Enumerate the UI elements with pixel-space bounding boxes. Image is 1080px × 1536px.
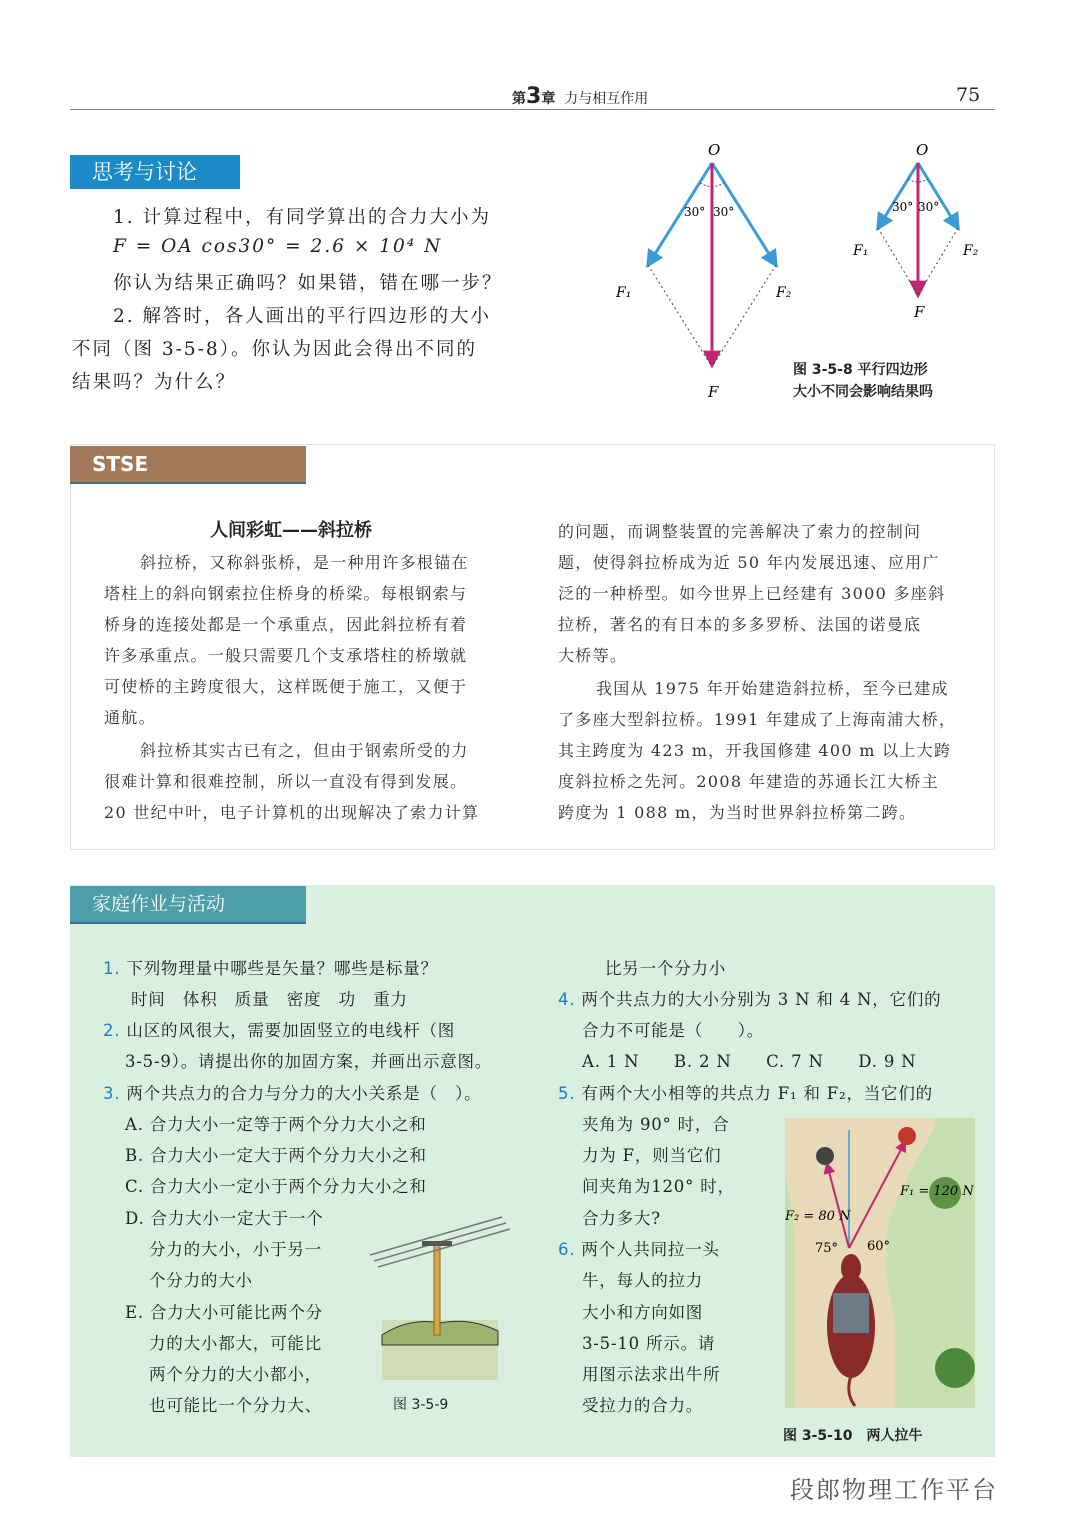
- question-5-line: 合力多大?: [582, 1209, 661, 1228]
- think-line: 2. 解答时，各人画出的平行四边形的大小: [113, 306, 492, 327]
- person-right: [898, 1127, 916, 1145]
- label-f: F: [708, 383, 719, 401]
- think-formula: F = OA cos30° = 2.6 × 10⁴ N: [113, 236, 443, 257]
- option-d-line: 个分力的大小: [149, 1271, 253, 1290]
- fig3510-caption: 图 3-5-10 两人拉牛: [783, 1428, 923, 1444]
- chapter-title: 力与相互作用: [564, 91, 649, 107]
- question-5-line: 夹角为 90° 时，合: [582, 1115, 730, 1134]
- stse-right-line: 我国从 1975 年开始建造斜拉桥，至今已建成: [596, 679, 949, 698]
- stse-right-line: 的问题，而调整装置的完善解决了索力的控制问: [558, 522, 922, 541]
- option-d: D. 合力大小一定大于一个: [125, 1209, 324, 1228]
- label-f2: F₂: [963, 243, 979, 259]
- label-f1: F₁ = 120 N: [900, 1184, 974, 1199]
- option-d-line: 分力的大小，小于另一: [149, 1240, 322, 1259]
- stse-right-line: 大桥等。: [558, 646, 628, 665]
- think-line: 你认为结果正确吗？如果错，错在哪一步？: [113, 273, 503, 294]
- stse-left-line: 通航。: [104, 708, 156, 727]
- force-f2-arrow: [918, 163, 958, 228]
- question-2-line: 3-5-9）。请提出你的加固方案，并画出示意图。: [125, 1052, 493, 1071]
- force-f1-arrow: [878, 163, 918, 228]
- question-2: 2. 山区的风很大，需要加固竖立的电线杆（图: [103, 1021, 456, 1040]
- ox-saddle: [833, 1293, 869, 1333]
- two-people-pulling-ox-figure: [785, 1118, 975, 1408]
- angle-right-label: 60°: [867, 1239, 891, 1254]
- fig358-caption-line2: 大小不同会影响结果吗: [793, 384, 933, 400]
- ox-head: [841, 1254, 861, 1282]
- question-6: 6. 两个人共同拉一头: [558, 1240, 720, 1259]
- stse-right-line: 拉桥，著名的有日本的多多罗桥、法国的诺曼底: [558, 615, 922, 634]
- option-e-line: 两个分力的大小都小，: [149, 1365, 322, 1384]
- angle-left-label: 30°: [892, 200, 914, 214]
- fig359-caption: 图 3-5-9: [393, 1397, 449, 1413]
- question-5: 5. 有两个大小相等的共点力 F₁ 和 F₂，当它们的: [558, 1084, 933, 1103]
- wire: [378, 1229, 510, 1267]
- label-f: F: [914, 303, 925, 321]
- bush: [935, 1348, 975, 1388]
- stse-left-line: 塔柱上的斜向钢索拉住桥身的桥梁。每根钢索与: [104, 584, 468, 603]
- stse-left-line: 20 世纪中叶，电子计算机的出现解决了索力计算: [104, 803, 480, 822]
- question-4-line: 合力不可能是（ ）。: [582, 1021, 765, 1040]
- question-6-line: 大小和方向如图: [582, 1303, 704, 1322]
- stse-right-line: 度斜拉桥之先河。2008 年建造的苏通长江大桥主: [558, 772, 940, 791]
- stse-left-line: 很难计算和很难控制，所以一直没有得到发展。: [104, 772, 468, 791]
- angle-left-label: 30°: [684, 205, 706, 219]
- option-e-line: 也可能比一个分力大、: [149, 1396, 322, 1415]
- stse-article-title: 人间彩虹——斜拉桥: [210, 520, 372, 541]
- dotted-side: [878, 228, 918, 295]
- question-6-line: 用图示法求出牛所: [582, 1365, 721, 1384]
- question-6-line: 受拉力的合力。: [582, 1396, 704, 1415]
- angle-left-label: 75°: [815, 1241, 839, 1256]
- header-rule: [70, 109, 995, 110]
- angle-right-label: 30°: [918, 200, 940, 214]
- think-line: 结果吗？为什么？: [72, 372, 237, 393]
- label-f2: F₂: [776, 285, 792, 301]
- question-4-options: A. 1 N B. 2 N C. 7 N D. 9 N: [582, 1052, 917, 1071]
- question-5-line: 间夹角为120° 时，: [582, 1177, 735, 1196]
- stse-right-line: 跨度为 1 088 m，为当时世界斜拉桥第二跨。: [558, 803, 917, 822]
- watermark: 段郎物理工作平台: [790, 1476, 998, 1504]
- option-e-line: 比另一个分力小: [605, 959, 727, 978]
- question-1-items: 时间 体积 质量 密度 功 重力: [131, 990, 408, 1009]
- fig358-caption-line1: 图 3-5-8 平行四边形: [793, 362, 928, 378]
- stse-right-line: 其主跨度为 423 m，开我国修建 400 m 以上大跨: [558, 741, 952, 760]
- option-a: A. 合力大小一定等于两个分力大小之和: [125, 1115, 427, 1134]
- question-4: 4. 两个共点力的大小分别为 3 N 和 4 N，它们的: [558, 990, 942, 1009]
- label-f2: F₂ = 80 N: [785, 1209, 851, 1224]
- option-e-line: 力的大小都大，可能比: [149, 1334, 322, 1353]
- page-number: 75: [956, 84, 981, 106]
- dotted-side: [918, 228, 958, 295]
- large-parallelogram: [615, 141, 792, 401]
- question-6-line: 牛，每人的拉力: [582, 1271, 704, 1290]
- stse-right-line: 题，使得斜拉桥成为近 50 年内发展迅速、应用广: [558, 553, 940, 572]
- option-b: B. 合力大小一定大于两个分力大小之和: [125, 1146, 427, 1165]
- stse-left-line: 斜拉桥其实古已有之，但由于钢索所受的力: [140, 741, 469, 760]
- option-c: C. 合力大小一定小于两个分力大小之和: [125, 1177, 427, 1196]
- label-f1: F₁: [616, 285, 632, 301]
- homework-tag: 家庭作业与活动: [70, 886, 306, 922]
- stse-left-line: 许多承重点。一般只需要几个支承塔柱的桥墩就: [104, 646, 468, 665]
- angle-right-label: 30°: [713, 205, 735, 219]
- stse-right-line: 泛的一种桥型。如今世界上已经建有 3000 多座斜: [558, 584, 946, 603]
- pole: [434, 1243, 440, 1335]
- person-left: [816, 1147, 834, 1165]
- think-discuss-tag: 思考与讨论: [70, 155, 240, 189]
- stse-left-line: 桥身的连接处都是一个承重点，因此斜拉桥有着: [104, 615, 468, 634]
- dotted-side: [712, 265, 776, 367]
- label-f1: F₁: [853, 243, 869, 259]
- question-6-line: 3-5-10 所示。请: [582, 1334, 716, 1353]
- dotted-side: [648, 265, 712, 367]
- stse-left-line: 可使桥的主跨度很大，这样既便于施工，又便于: [104, 677, 468, 696]
- crossarm: [422, 1241, 452, 1246]
- label-o: O: [916, 141, 929, 159]
- question-5-line: 力为 F，则当它们: [582, 1146, 722, 1165]
- think-line: 1. 计算过程中，有同学算出的合力大小为: [113, 207, 492, 228]
- utility-pole-figure: [370, 1205, 510, 1380]
- think-line: 不同（图 3-5-8）。你认为因此会得出不同的: [72, 339, 477, 360]
- stse-right-line: 了多座大型斜拉桥。1991 年建成了上海南浦大桥，: [558, 710, 957, 729]
- stse-left-line: 斜拉桥，又称斜张桥，是一种用许多根锚在: [140, 553, 469, 572]
- question-1: 1. 下列物理量中哪些是矢量？哪些是标量？: [103, 959, 438, 978]
- chapter-header: 第3章 力与相互作用: [512, 84, 649, 109]
- homework-rule: [70, 922, 306, 924]
- label-o: O: [708, 141, 721, 159]
- small-parallelogram: [852, 141, 979, 321]
- question-3: 3. 两个共点力的合力与分力的大小关系是（ ）。: [103, 1084, 482, 1103]
- option-e: E. 合力大小可能比两个分: [125, 1303, 323, 1322]
- stse-tag: STSE: [70, 446, 306, 482]
- stse-rule: [70, 482, 306, 484]
